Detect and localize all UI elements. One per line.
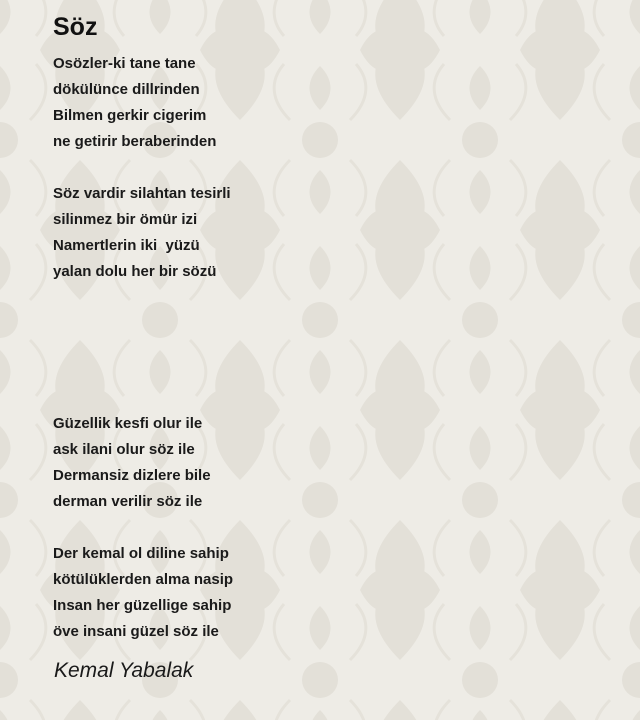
poem-line: Dermansiz dizlere bile [53, 467, 211, 484]
stanza-4 [53, 541, 233, 645]
poem-line: Söz vardir silahtan tesirli [53, 185, 231, 202]
poem-line: kötülüklerden alma nasip [53, 571, 234, 588]
poem-line: dökülünce dillrinden [53, 81, 200, 98]
poem-line: ne getirir beraberinden [53, 133, 217, 150]
poem-line: Bilmen gerkir cigerim [53, 107, 207, 124]
poem-line: derman verilir söz ile [53, 493, 203, 510]
poem-line: Namertlerin iki yüzü [53, 237, 200, 254]
stanza-1 [53, 51, 216, 155]
poem-line: Osözler-ki tane tane [53, 55, 196, 72]
poem-line: yalan dolu her bir sözü [53, 263, 217, 280]
poem-author: Kemal Yabalak [54, 659, 194, 682]
poem-line: Insan her güzellige sahip [53, 597, 232, 614]
poem-line: öve insani güzel söz ile [53, 623, 219, 640]
poem-line: Güzellik kesfi olur ile [53, 415, 203, 432]
poem-line: silinmez bir ömür izi [53, 211, 198, 228]
poem-title: Söz [53, 13, 98, 41]
stanza-3 [53, 411, 211, 515]
poem-line: Der kemal ol diline sahip [53, 545, 229, 562]
poem-line: ask ilani olur söz ile [53, 441, 195, 458]
stanza-2 [53, 181, 231, 285]
